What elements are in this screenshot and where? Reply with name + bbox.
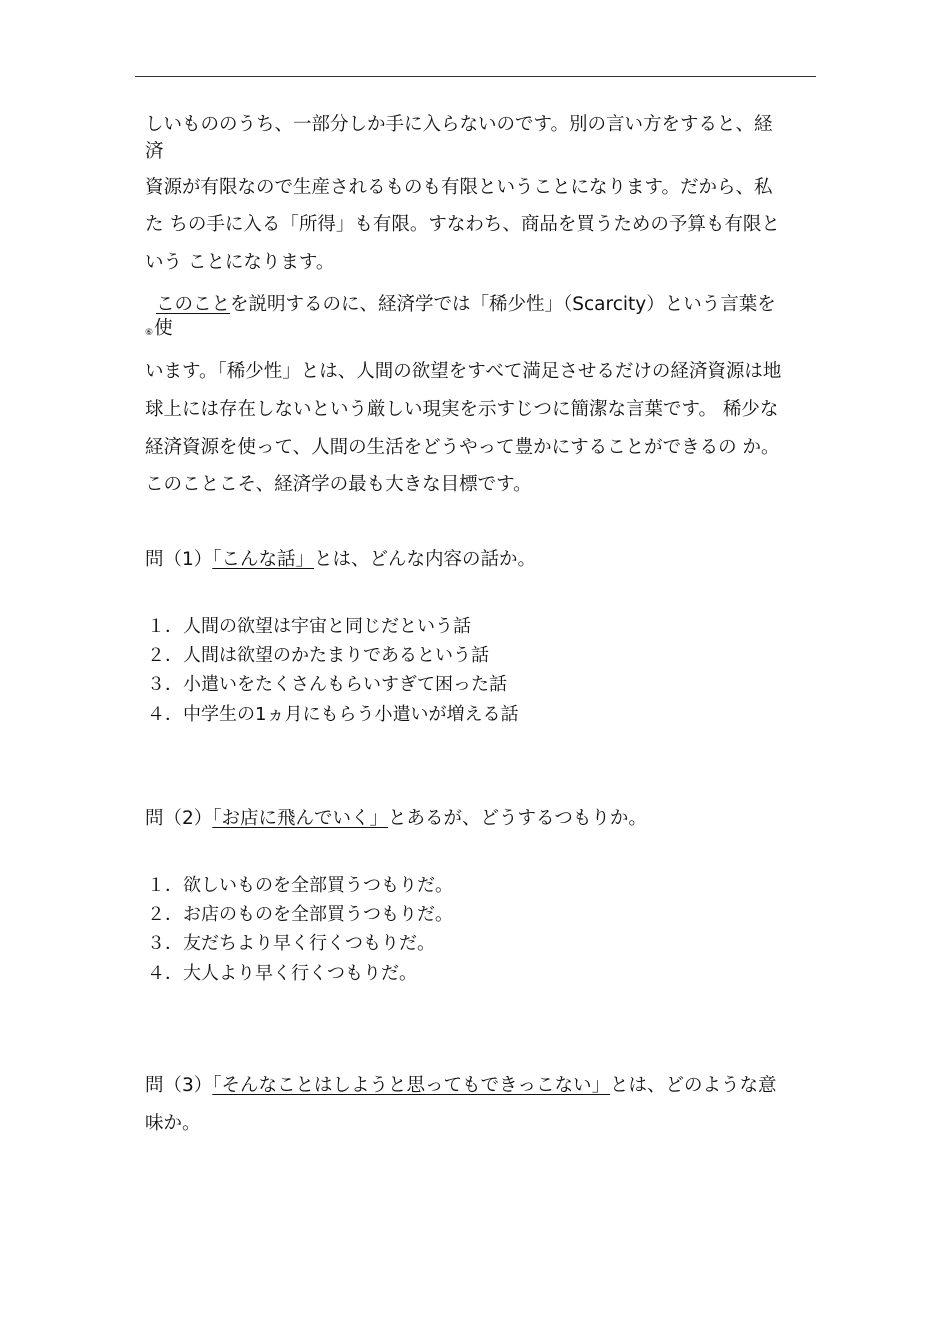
question-quote: 「こんな話」 xyxy=(212,549,315,570)
question-3: 問（3）「そんなことはしようと思ってもできっこない」とは、どのような意 xyxy=(145,1075,777,1096)
header-rule xyxy=(135,76,816,77)
answer-option: ３．小遣いをたくさんもらいすぎて困った話 xyxy=(147,674,507,695)
answer-option: ２．お店のものを全部買うつもりだ。 xyxy=(147,904,453,925)
passage-line: ⑥使 xyxy=(145,318,173,339)
passage-line: しいもののうち、一部分しか手に入らないのです。別の言い方をすると、経 xyxy=(145,114,773,135)
question-quote: 「そんなことはしようと思ってもできっこない」 xyxy=(212,1075,611,1096)
passage-line: いう ことになります。 xyxy=(145,252,335,273)
answer-option: ４．中学生の1ヵ月にもらう小遣いが増える話 xyxy=(147,704,519,725)
passage-line: このことを説明するのに、経済学では「稀少性」（Scarcity）という言葉を xyxy=(156,294,776,315)
passage-line: 経済資源を使って、人間の生活をどうやって豊かにすることができるの か。 xyxy=(145,437,780,458)
answer-option: ３．友だちより早く行くつもりだ。 xyxy=(147,933,435,954)
passage-line: 資源が有限なので生産されるものも有限ということになります。だから、私 xyxy=(145,177,773,198)
passage-line: このことこそ、経済学の最も大きな目標です。 xyxy=(145,474,532,495)
answer-option: １．人間の欲望は宇宙と同じだという話 xyxy=(147,616,471,637)
question-2: 問（2）「お店に飛んでいく」とあるが、どうするつもりか。 xyxy=(145,808,647,829)
question-3-wrap: 味か。 xyxy=(145,1113,201,1134)
question-quote: 「お店に飛んでいく」 xyxy=(212,808,389,829)
passage-line: います。「稀少性」とは、人間の欲望をすべて満足させるだけの経済資源は地 xyxy=(145,361,782,382)
question-1: 問（1）「こんな話」とは、どんな内容の話か。 xyxy=(145,549,537,570)
underlined-phrase: このこと xyxy=(156,294,231,315)
passage-line: 球上には存在しないという厳しい現実を示すじつに簡潔な言葉です。 稀少な xyxy=(145,399,779,420)
passage-line: た ちの手に入る「所得」も有限。すなわち、商品を買うための予算も有限と xyxy=(145,214,780,235)
passage-line: 済 xyxy=(145,141,164,162)
circled-number-marker: ⑥ xyxy=(145,328,154,338)
answer-option: ４．大人より早く行くつもりだ。 xyxy=(147,963,417,984)
answer-option: ２．人間は欲望のかたまりであるという話 xyxy=(147,645,489,666)
answer-option: １．欲しいものを全部買うつもりだ。 xyxy=(147,875,453,896)
